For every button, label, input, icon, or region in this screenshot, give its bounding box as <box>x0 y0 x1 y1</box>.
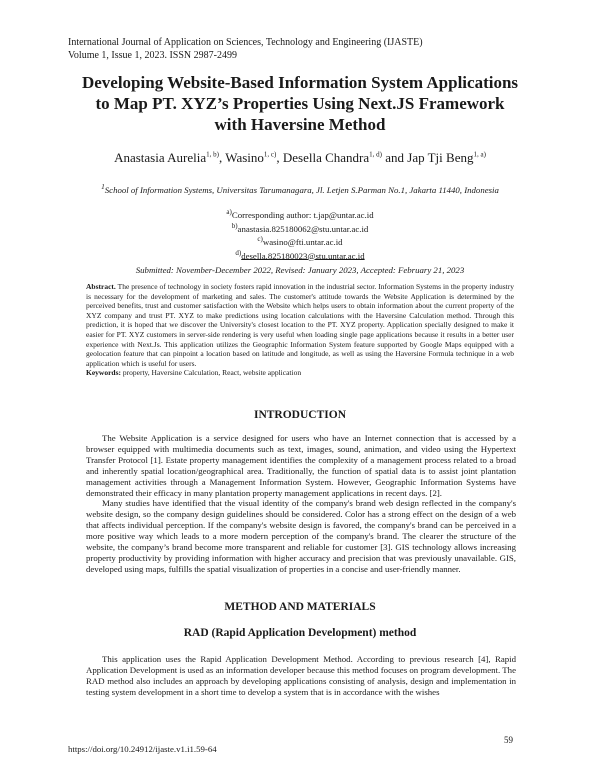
paper-title <box>40 72 560 135</box>
section-heading-introduction: INTRODUCTION <box>253 409 346 421</box>
title-line-1: Developing Website-Based Information System Applications <box>81 73 519 92</box>
author-name: Jap Tji Beng <box>407 150 474 165</box>
author-email: wasino@fti.untar.ac.id <box>262 236 343 247</box>
author-affiliation-mark: 1, c) <box>263 150 277 159</box>
author-email-link[interactable]: desella.825180023@stu.untar.ac.id <box>241 250 365 261</box>
rad-body <box>86 654 516 698</box>
subsection-heading-rad: RAD (Rapid Application Development) method <box>183 627 417 639</box>
journal-name: International Journal of Application on Sciences, Technology and Engineering (IJASTE) <box>68 37 423 48</box>
doi-link[interactable]: https://doi.org/10.24912/ijaste.v1.i1.59-64 <box>68 744 217 754</box>
author-affiliation-mark: 1, a) <box>473 150 486 159</box>
correspondence-mark: a) <box>226 208 232 216</box>
author-email: anastasia.825180062@stu.untar.ac.id <box>237 223 369 234</box>
abstract-label: Abstract. <box>86 282 116 291</box>
affiliation <box>0 182 600 195</box>
section-heading-methods: METHOD AND MATERIALS <box>224 601 376 613</box>
introduction-body <box>86 433 516 575</box>
title-line-3: with Haversine Method <box>214 115 386 134</box>
author-affiliation-mark: 1, b) <box>206 150 219 159</box>
journal-volume: Volume 1, Issue 1, 2023. ISSN 2987-2499 <box>68 49 237 61</box>
keywords-label: Keywords: <box>86 368 121 378</box>
affiliation-text: School of Information Systems, Universitas Tarumanagara, Jl. Letjen S.Parman No.1, Jakarta 11440, Indonesia <box>104 184 499 195</box>
correspondence-block <box>0 207 600 261</box>
paragraph: This application uses the Rapid Application Development Method. According to previous research [4], Rapid Application Development is used as an information developer because this method focuses on program development. The RAD method also includes an approach by developing applications consisting of analysis, design and implementation in testing system development in a short time to develop a system that is in accordance with the wishes <box>86 654 516 697</box>
author-separator: and <box>381 150 408 165</box>
keywords-text: property, Haversine Calculation, React, website application <box>121 368 302 378</box>
abstract-text: The presence of technology in society fosters rapid innovation in the industrial sector. Information Systems in the property industry is necessary for the development of marketing and sales. The customer's attitude towards the Website Application is determined by the perceived benefits, trust and customer satisfaction with the Website which helps users to obtain information about the current property of the XYZ company and trust PT. XYZ to make predictions using location calculations with the Haversine Calculation method. Through this prediction, it is hoped that we discover the University's closest location to the PT. XYZ property. Application specially designed to make it easier for PT. XYZ customers in server-side rendering is very useful when loading single page applications because it results in a better user experience with Next.Js. This application utilizes the Geographic Information System feature supported by Google Maps equipped with a geolocation feature that can pinpoint a location based on latitude and longitude, as well as using the Haversine Formula technique in a web application which is useful for users. <box>86 282 514 368</box>
paragraph: The Website Application is a service designed for users who have an Internet connection that is accessed by a browser equipped with multimedia documents such as text, images, sound, animation, and video using the Hypertext Transfer Protocol [1]. Estate property management identifies the complexity of a management process related to a broad and inherently spatial location/geographical area. Traditionally, the function of spatial data is to assist joint plantation management activities through a Management Information System. However, Geographic Information Systems have demonstrated their efficacy in many plantation property management applications in recent days. [2]. <box>86 433 516 498</box>
page-number: 59 <box>504 735 513 745</box>
affiliation-mark: 1 <box>101 182 105 191</box>
author-affiliation-mark: 1, d) <box>369 150 382 159</box>
correspondence-mark: c) <box>257 235 263 244</box>
author-separator: , <box>218 150 226 165</box>
author-separator: , <box>276 150 283 165</box>
author-name: Desella Chandra <box>282 150 370 165</box>
submission-dates: Submitted: November-December 2022, Revised: January 2023, Accepted: February 21, 2023 <box>135 265 465 275</box>
author-list <box>0 150 600 166</box>
author-name: Wasino <box>225 150 264 165</box>
correspondence-mark: d) <box>235 248 242 257</box>
paragraph: Many studies have identified that the visual identity of the company's brand web design reflected in the company's website design, so the company design guidelines should be considered. Color has a strong effect on the design of a web that affects individual perception. If the company's website design is favored, the company's brand can be perceived in a more positive way which leads to a more modern perception of the company's brand. The clearer the structure of the website, the company’s brand become more transparent and reliable for customer [3]. GIS technology allows increasing property productivity by providing information with higher accuracy and precision that was previously unavailable. GIS, developed using maps, fulfills the spatial visualization of properties in a concise and user-friendly manner. <box>86 498 516 574</box>
correspondence-mark: b) <box>231 221 238 230</box>
corresponding-author: Corresponding author: t.jap@untar.ac.id <box>231 209 374 220</box>
journal-header <box>68 37 423 62</box>
abstract <box>86 282 514 378</box>
author-name: Anastasia Aurelia <box>114 150 207 165</box>
title-line-2: to Map PT. XYZ’s Properties Using Next.JS Framework <box>95 94 505 113</box>
